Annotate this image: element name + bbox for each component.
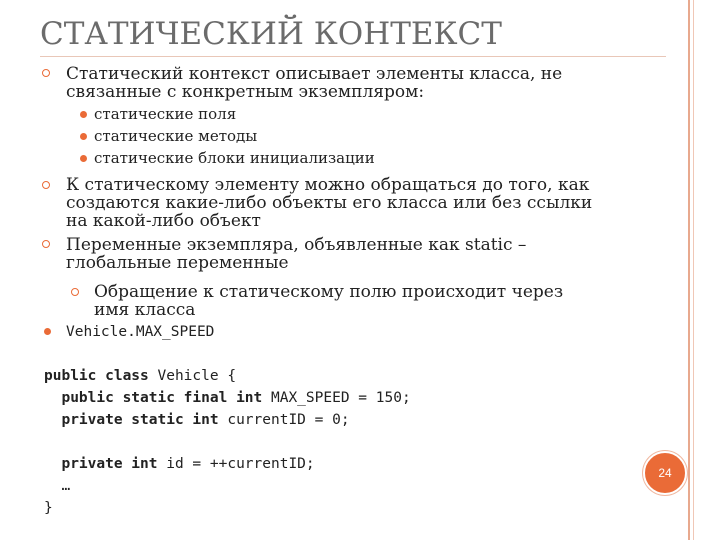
code-ellipsis: … — [61, 478, 71, 494]
dot-bullet-icon — [44, 328, 51, 335]
bullet-line: Статический контекст описывает элементы класса, не — [66, 64, 563, 84]
bullet-line: Переменные экземпляра, объявленные как static – — [66, 235, 527, 255]
bullet-code-example: Vehicle.MAX_SPEED — [66, 324, 215, 340]
code-closing-brace: } — [44, 500, 53, 516]
dot-bullet-icon — [80, 111, 87, 118]
title-divider — [40, 56, 666, 57]
code-keyword: private int — [61, 456, 158, 472]
dot-bullet-icon — [80, 155, 87, 162]
bullet-line: К статическому элементу можно обращаться до того, как — [66, 175, 590, 195]
code-text: currentID = 0; — [218, 412, 350, 428]
code-keyword: private static int — [61, 412, 219, 428]
code-line — [44, 475, 411, 497]
code-keyword: public class — [44, 368, 149, 384]
bullet-line: создаются какие-либо объекты его класса или без ссылки — [66, 193, 593, 213]
dot-bullet-icon — [80, 133, 87, 140]
ring-bullet-icon — [42, 69, 50, 77]
sub-item-static-methods: статические методы — [94, 127, 258, 145]
code-line — [44, 387, 411, 409]
bullet-line: связанные с конкретным экземпляром: — [66, 82, 425, 102]
bullet-static-variables — [66, 236, 526, 272]
ring-bullet-icon — [42, 240, 50, 248]
code-line — [44, 409, 411, 431]
sub-item-static-fields: статические поля — [94, 105, 237, 123]
bullet-line: имя класса — [94, 300, 196, 320]
code-line — [44, 497, 411, 519]
sub-item-static-blocks: статические блоки инициализации — [94, 149, 375, 167]
right-decor-line — [688, 0, 690, 540]
code-text: Vehicle { — [148, 368, 237, 384]
bullet-line: глобальные переменные — [66, 253, 289, 273]
code-line — [44, 365, 411, 387]
right-decor-line-thin — [693, 0, 694, 540]
code-line — [44, 453, 411, 475]
code-text: id = ++currentID; — [157, 456, 315, 472]
code-line-blank — [44, 431, 411, 453]
slide-title: СТАТИЧЕСКИЙ КОНТЕКСТ — [40, 16, 502, 52]
slide-number-badge: 24 — [643, 451, 687, 495]
code-keyword: public static final int — [61, 390, 263, 406]
code-block — [44, 365, 411, 519]
ring-bullet-icon — [71, 288, 79, 296]
bullet-line: на какой-либо объект — [66, 211, 261, 231]
code-text: MAX_SPEED = 150; — [262, 390, 411, 406]
sub-bullet-static-field-access — [94, 283, 563, 319]
bullet-static-access — [66, 176, 592, 230]
bullet-line: Обращение к статическому полю происходит через — [94, 282, 564, 302]
ring-bullet-icon — [42, 181, 50, 189]
bullet-static-context — [66, 65, 562, 101]
